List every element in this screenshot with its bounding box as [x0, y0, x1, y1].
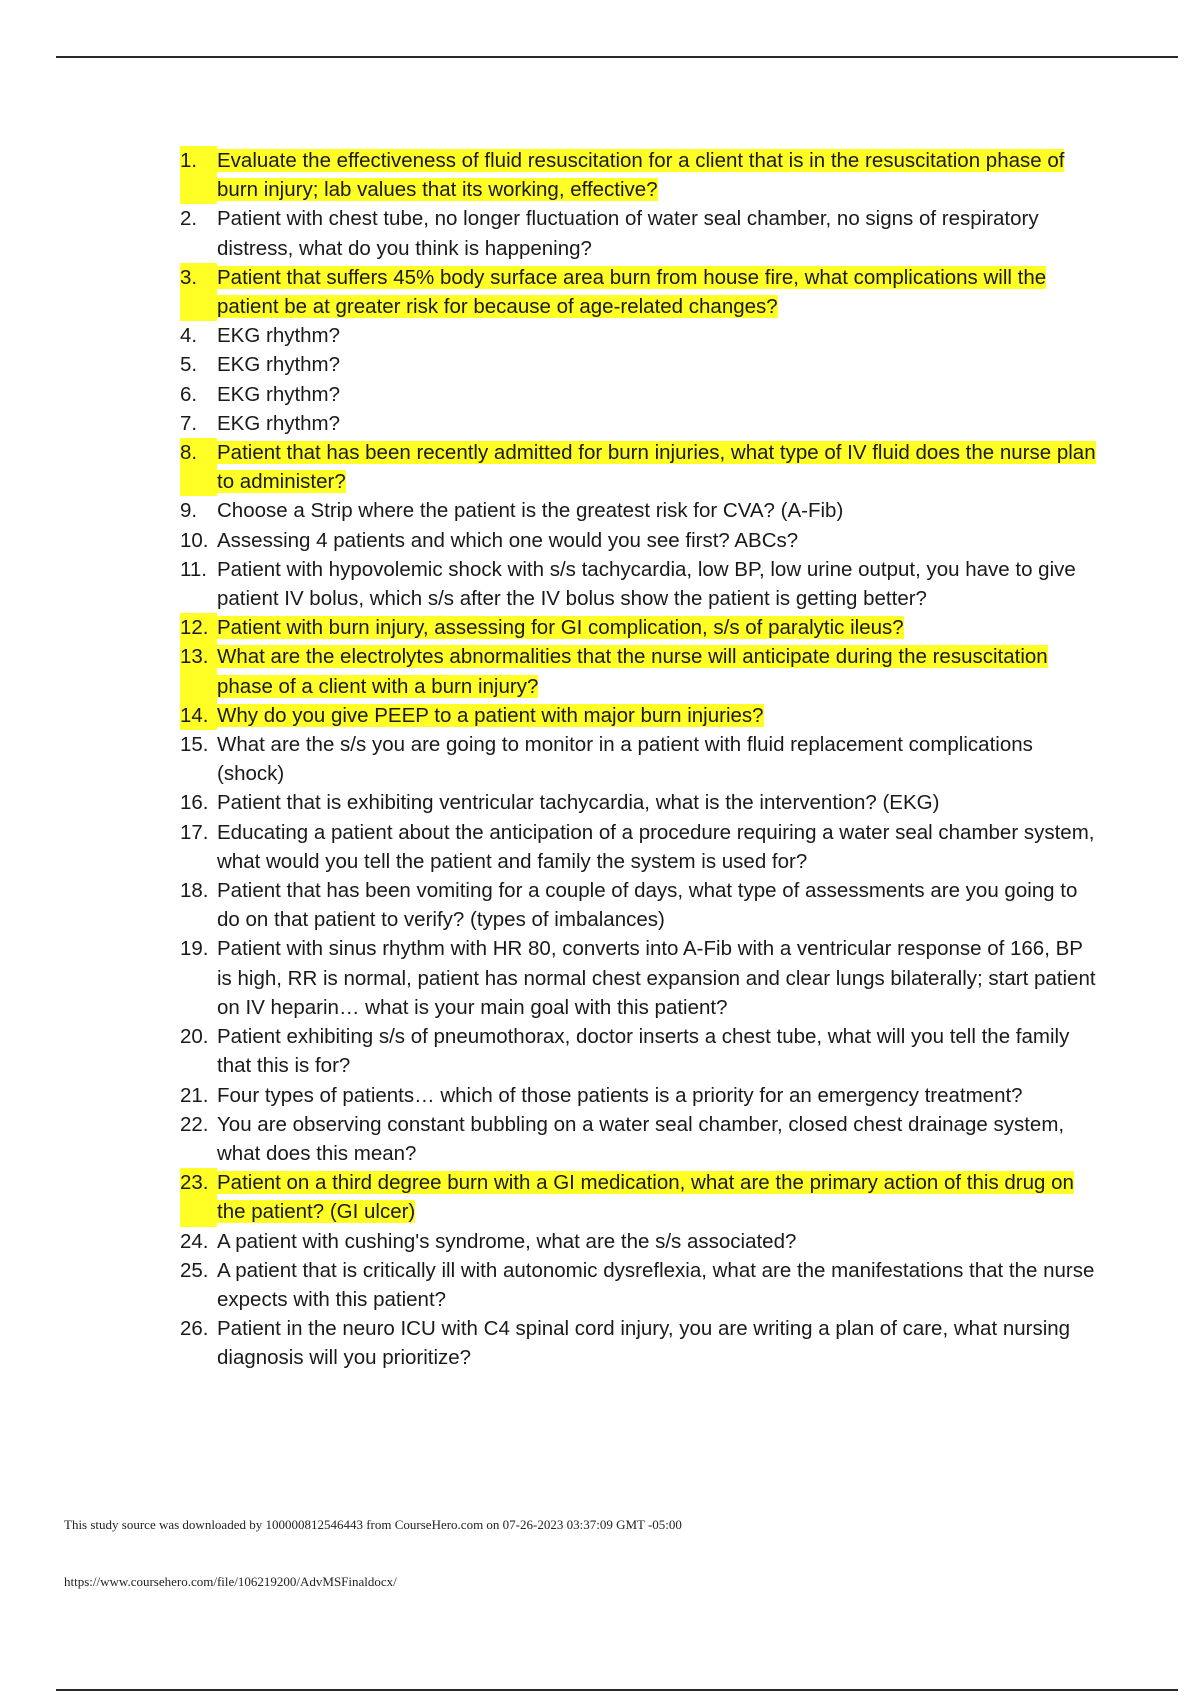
question-number: 16.	[180, 791, 209, 815]
question-number: 21.	[180, 1083, 209, 1107]
question-text-content: You are observing constant bubbling on a water seal chamber, closed chest drainage system, what does this mean?	[217, 1112, 1065, 1165]
question-text-content: EKG rhythm?	[217, 411, 341, 435]
question-text	[217, 1168, 1100, 1226]
question-text	[217, 1314, 1100, 1372]
question-number: 4.	[180, 324, 198, 348]
list-item	[180, 146, 1100, 204]
question-number: 14.	[180, 701, 217, 730]
question-text-content: Patient that has been vomiting for a couple of days, what type of assessments are you going to do on that patient to verify? (types of imbalances)	[217, 879, 1078, 932]
question-text	[217, 321, 1100, 350]
question-text	[217, 146, 1100, 204]
question-text	[217, 701, 1100, 730]
question-number: 10.	[180, 528, 209, 552]
question-text	[217, 1110, 1100, 1168]
bottom-divider	[56, 1689, 1178, 1691]
question-text	[217, 642, 1100, 700]
question-text-content: Patient with chest tube, no longer fluctuation of water seal chamber, no signs of respiratory distress, what do you think is happening?	[217, 207, 1039, 260]
list-item	[180, 496, 1100, 525]
question-text-content: A patient that is critically ill with autonomic dysreflexia, what are the manifestations that the nurse expects with this patient?	[217, 1258, 1095, 1311]
list-item	[180, 730, 1100, 788]
question-text	[217, 263, 1100, 321]
list-item	[180, 1256, 1100, 1314]
question-text-content: Patient with hypovolemic shock with s/s tachycardia, low BP, low urine output, you have to give patient IV bolus, which s/s after the IV bolus show the patient is getting better?	[217, 557, 1076, 611]
question-text-content: Patient that suffers 45% body surface area burn from house fire, what complications will the patient be at greater risk for because of age-related changes?	[217, 265, 1047, 319]
question-text-content: Patient exhibiting s/s of pneumothorax, doctor inserts a chest tube, what will you tell the family that this is for?	[217, 1025, 1070, 1078]
list-item	[180, 934, 1100, 1022]
download-notice: This study source was downloaded by 100000812546443 from CourseHero.com on 07-26-2023 03:37:09 GMT -05:00	[64, 1517, 682, 1532]
question-number: 15.	[180, 733, 209, 757]
question-number: 3.	[180, 263, 217, 321]
question-number: 22.	[180, 1112, 209, 1136]
question-text-content: Choose a Strip where the patient is the greatest risk for CVA? (A-Fib)	[217, 499, 844, 523]
question-text	[217, 613, 1100, 642]
question-text-content: What are the electrolytes abnormalities that the nurse will anticipate during the resuscitation phase of a client with a burn injury?	[217, 645, 1048, 698]
question-number: 11.	[180, 557, 207, 581]
list-item	[180, 204, 1100, 262]
question-text	[217, 934, 1100, 1022]
question-number: 9.	[180, 499, 198, 523]
question-number: 7.	[180, 411, 198, 435]
question-text-content: EKG rhythm?	[217, 353, 341, 377]
source-url: https://www.coursehero.com/file/106219200/AdvMSFinaldocx/	[64, 1574, 397, 1589]
question-number: 20.	[180, 1025, 209, 1049]
question-text	[217, 876, 1100, 934]
question-number: 18.	[180, 879, 209, 903]
question-text	[217, 555, 1100, 613]
question-number: 19.	[180, 937, 209, 961]
question-number: 17.	[180, 820, 209, 844]
question-text	[217, 1227, 1100, 1256]
question-text	[217, 788, 1100, 817]
list-item	[180, 788, 1100, 817]
list-item	[180, 380, 1100, 409]
question-number: 25.	[180, 1258, 209, 1282]
question-text-content: EKG rhythm?	[217, 324, 341, 348]
list-item	[180, 701, 1100, 730]
list-item	[180, 1168, 1100, 1226]
list-item	[180, 1314, 1100, 1372]
question-text-content: Patient that is exhibiting ventricular tachycardia, what is the intervention? (EKG)	[217, 791, 940, 815]
list-item	[180, 613, 1100, 642]
question-number: 24.	[180, 1229, 209, 1253]
question-text-content: Patient in the neuro ICU with C4 spinal cord injury, you are writing a plan of care, what nursing diagnosis will you prioritize?	[217, 1317, 1071, 1370]
question-text-content: Patient on a third degree burn with a GI medication, what are the primary action of this drug on the patient? (GI ulcer)	[217, 1171, 1074, 1224]
question-text	[217, 526, 1100, 555]
list-item	[180, 350, 1100, 379]
list-item	[180, 321, 1100, 350]
list-item	[180, 438, 1100, 496]
question-number: 13.	[180, 642, 217, 700]
question-text-content: What are the s/s you are going to monitor in a patient with fluid replacement complications (shock)	[217, 733, 1033, 786]
question-text-content: Assessing 4 patients and which one would you see first? ABCs?	[217, 528, 799, 552]
question-text-content: Four types of patients… which of those patients is a priority for an emergency treatment?	[217, 1083, 1023, 1107]
list-item	[180, 1081, 1100, 1110]
list-item	[180, 1110, 1100, 1168]
question-text	[217, 204, 1100, 262]
list-item	[180, 526, 1100, 555]
list-item	[180, 263, 1100, 321]
question-number: 2.	[180, 207, 198, 231]
question-number: 5.	[180, 353, 198, 377]
question-text-content: Patient with sinus rhythm with HR 80, converts into A-Fib with a ventricular response of 166, BP is high, RR is normal, patient has normal chest expansion and clear lungs bilaterally; start patient on IV heparin… what is your main goal with this patient?	[217, 937, 1096, 1019]
list-item	[180, 642, 1100, 700]
question-text	[217, 818, 1100, 876]
question-text	[217, 409, 1100, 438]
question-number: 12.	[180, 613, 217, 642]
question-text-content: Educating a patient about the anticipation of a procedure requiring a water seal chamber system, what would you tell the patient and family the system is used for?	[217, 820, 1095, 873]
question-text	[217, 730, 1100, 788]
question-text	[217, 1256, 1100, 1314]
question-text-content: A patient with cushing's syndrome, what are the s/s associated?	[217, 1229, 797, 1253]
question-text-content: Why do you give PEEP to a patient with major burn injuries?	[217, 703, 764, 727]
question-list	[180, 146, 1100, 1373]
top-divider	[56, 56, 1178, 58]
question-number: 6.	[180, 382, 198, 406]
list-item	[180, 1227, 1100, 1256]
question-text-content: EKG rhythm?	[217, 382, 341, 406]
list-item	[180, 876, 1100, 934]
question-text	[217, 1081, 1100, 1110]
question-number: 23.	[180, 1168, 217, 1226]
list-item	[180, 1022, 1100, 1080]
list-item	[180, 555, 1100, 613]
question-text	[217, 1022, 1100, 1080]
question-text	[217, 380, 1100, 409]
question-number: 8.	[180, 438, 217, 496]
question-text	[217, 350, 1100, 379]
question-text-content: Patient that has been recently admitted for burn injuries, what type of IV fluid does the nurse plan to administer?	[217, 441, 1096, 494]
list-item	[180, 409, 1100, 438]
question-number: 1.	[180, 146, 217, 204]
question-text-content: Patient with burn injury, assessing for GI complication, s/s of paralytic ileus?	[217, 616, 904, 640]
question-text	[217, 496, 1100, 525]
question-text	[217, 438, 1100, 496]
list-item	[180, 818, 1100, 876]
question-number: 26.	[180, 1317, 209, 1341]
question-text-content: Evaluate the effectiveness of fluid resuscitation for a client that is in the resuscitation phase of burn injury; lab values that its working, effective?	[217, 149, 1065, 202]
